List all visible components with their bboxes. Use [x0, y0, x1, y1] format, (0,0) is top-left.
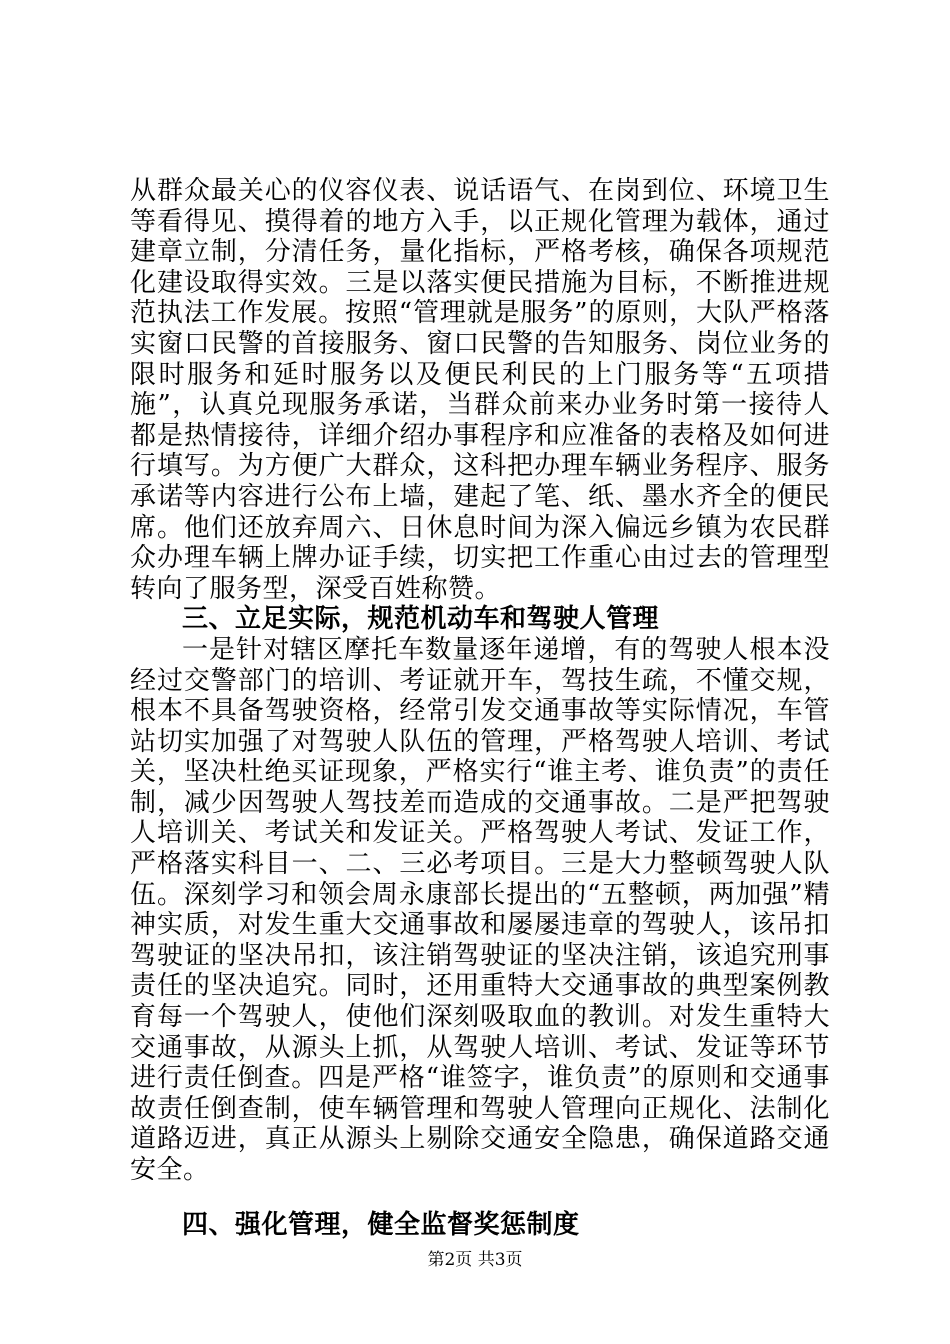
document-body	[130, 176, 830, 1240]
paragraph-continuation: 从群众最关心的仪容仪表、说话语气、在岗到位、环境卫生等看得见、摸得着的地方入手，以正规化管理为载体，通过建章立制，分清任务，量化指标，严格考核，确保各项规范化建设取得实效。三是以落实便民措施为目标，不断推进规范执法工作发展。按照“管理就是服务”的原则，大队严格落实窗口民警的首接服务、窗口民警的告知服务、岗位业务的限时服务和延时服务以及便民利民的上门服务等“五项措施”，认真兑现服务承诺，当群众前来办业务时第一接待人都是热情接待，详细介绍办事程序和应准备的表格及如何进行填写。为方便广大群众，这科把办理车辆业务程序、服务承诺等内容进行公布上墙，建起了笔、纸、墨水齐全的便民席。他们还放弃周六、日休息时间为深入偏远乡镇为农民群众办理车辆上牌办证手续，切实把工作重心由过去的管理型转向了服务型，深受百姓称赞。	[130, 176, 830, 604]
section-heading-4: 四、强化管理，健全监督奖惩制度	[182, 1209, 580, 1240]
page-footer: 第2页 共3页	[427, 1250, 523, 1270]
section-heading-3: 三、立足实际，规范机动车和驾驶人管理	[182, 604, 660, 635]
paragraph-section-3: 一是针对辖区摩托车数量逐年递增，有的驾驶人根本没经过交警部门的培训、考证就开车，驾技生疏，不懂交规，根本不具备驾驶资格，经常引发交通事故等实际情况，车管站切实加强了对驾驶人队伍的管理，严格驾驶人培训、考试关，坚决杜绝买证现象，严格实行“谁主考、谁负责”的责任制，减少因驾驶人驾技差而造成的交通事故。二是严把驾驶人培训关、考试关和发证关。严格驾驶人考试、发证工作，严格落实科目一、二、三必考项目。三是大力整顿驾驶人队伍。深刻学习和领会周永康部长提出的“五整顿，两加强”精神实质，对发生重大交通事故和屡屡违章的驾驶人，该吊扣驾驶证的坚决吊扣，该注销驾驶证的坚决注销，该追究刑事责任的坚决追究。同时，还用重特大交通事故的典型案例教育每一个驾驶人，使他们深刻吸取血的教训。对发生重特大交通事故，从源头上抓，从驾驶人培训、考试、发证等环节进行责任倒查。四是严格“谁签字，谁负责”的原则和交通事故责任倒查制，使车辆管理和驾驶人管理向正规化、法制化道路迈进，真正从源头上剔除交通安全隐患，确保道路交通安全。	[130, 634, 830, 1185]
